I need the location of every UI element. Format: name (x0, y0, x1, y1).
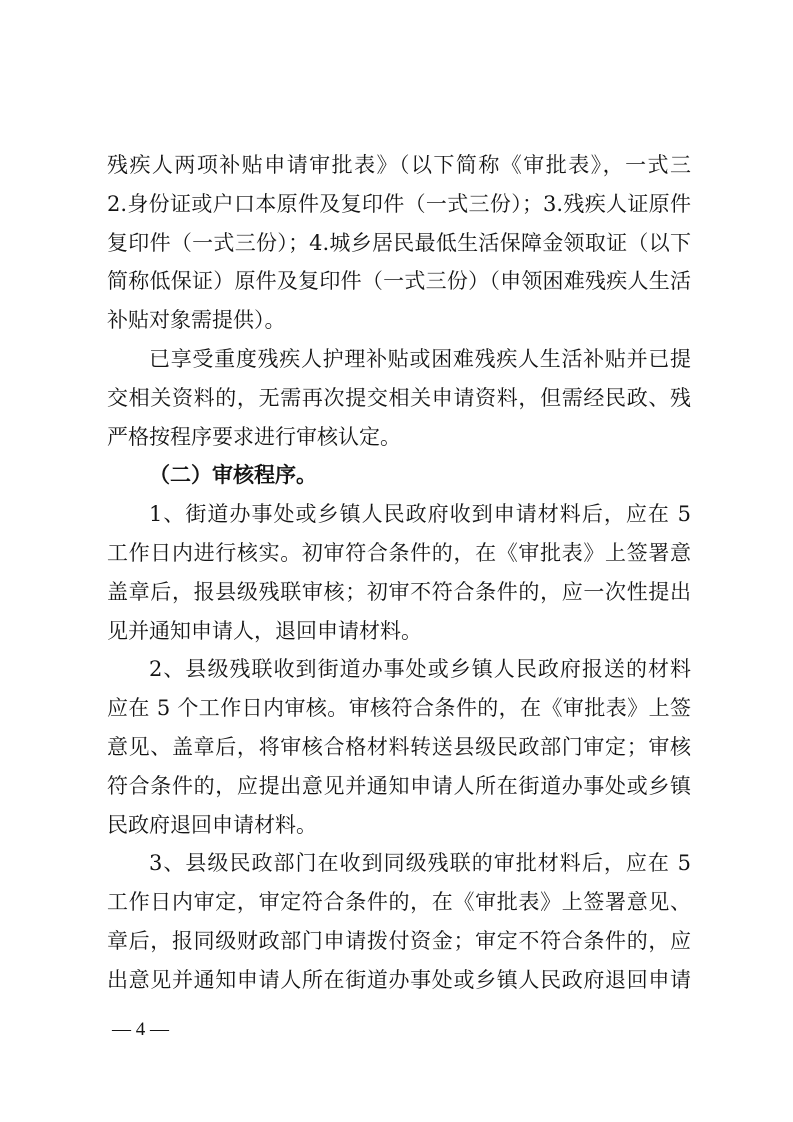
text-line: 已享受重度残疾人护理补贴或困难残疾人生活补贴并已提 (149, 346, 691, 371)
text-line: 意见、盖章后，将审核合格材料转送县级民政部门审定；审核 (107, 734, 691, 759)
text-line: 1、街道办事处或乡镇人民政府收到申请材料后，应在 5 (149, 502, 691, 527)
text-line: 严格按程序要求进行审核认定。 (107, 424, 401, 449)
paragraph-step-1 (107, 495, 691, 650)
text-line: 复印件（一式三份）；4.城乡居民最低生活保障金领取证（以下 (107, 230, 691, 255)
text-line: 工作日内进行核实。初审符合条件的，在《审批表》上签署意 (107, 540, 691, 565)
text-line: 出意见并通知申请人所在街道办事处或乡镇人民政府退回申请 (107, 967, 691, 992)
text-line: 见并通知申请人，退回申请材料。 (107, 618, 422, 643)
text-line: 2.身份证或户口本原件及复印件（一式三份）；3.残疾人证原件 (107, 191, 691, 216)
text-line: 民政府退回申请材料。 (107, 812, 317, 837)
text-line: 补贴对象需提供）。 (107, 308, 286, 333)
text-line: 盖章后，报县级残联审核；初审不符合条件的，应一次性提出 (107, 579, 691, 604)
page-number: — 4 — (112, 1019, 169, 1040)
text-line: 3、县级民政部门在收到同级残联的审批材料后，应在 5 (149, 851, 691, 876)
text-line: 2、县级残联收到街道办事处或乡镇人民政府报送的材料 (149, 657, 691, 682)
text-line: 应在 5 个工作日内审核。审核符合条件的，在《审批表》上签 (107, 696, 691, 721)
text-line: 工作日内审定，审定符合条件的，在《审批表》上签署意见、 (107, 890, 691, 915)
text-line: 符合条件的，应提出意见并通知申请人所在街道办事处或乡镇 (107, 773, 691, 798)
document-body (107, 146, 691, 1000)
section-heading: （二）审核程序。 (149, 462, 317, 488)
paragraph-existing-recipients (107, 340, 691, 456)
text-line: 简称低保证）原件及复印件（一式三份）（申领困难残疾人生活 (107, 269, 691, 294)
paragraph-step-3 (107, 844, 691, 999)
paragraph-step-2 (107, 650, 691, 844)
text-line: 交相关资料的，无需再次提交相关申请资料，但需经民政、残 (107, 385, 691, 410)
text-line: 残疾人两项补贴申请审批表》（以下简称《审批表》，一式三 (107, 153, 691, 177)
text-line: 章后，报同级财政部门申请拨付资金；审定不符合条件的，应 (107, 928, 691, 953)
paragraph-required-materials (107, 146, 691, 340)
